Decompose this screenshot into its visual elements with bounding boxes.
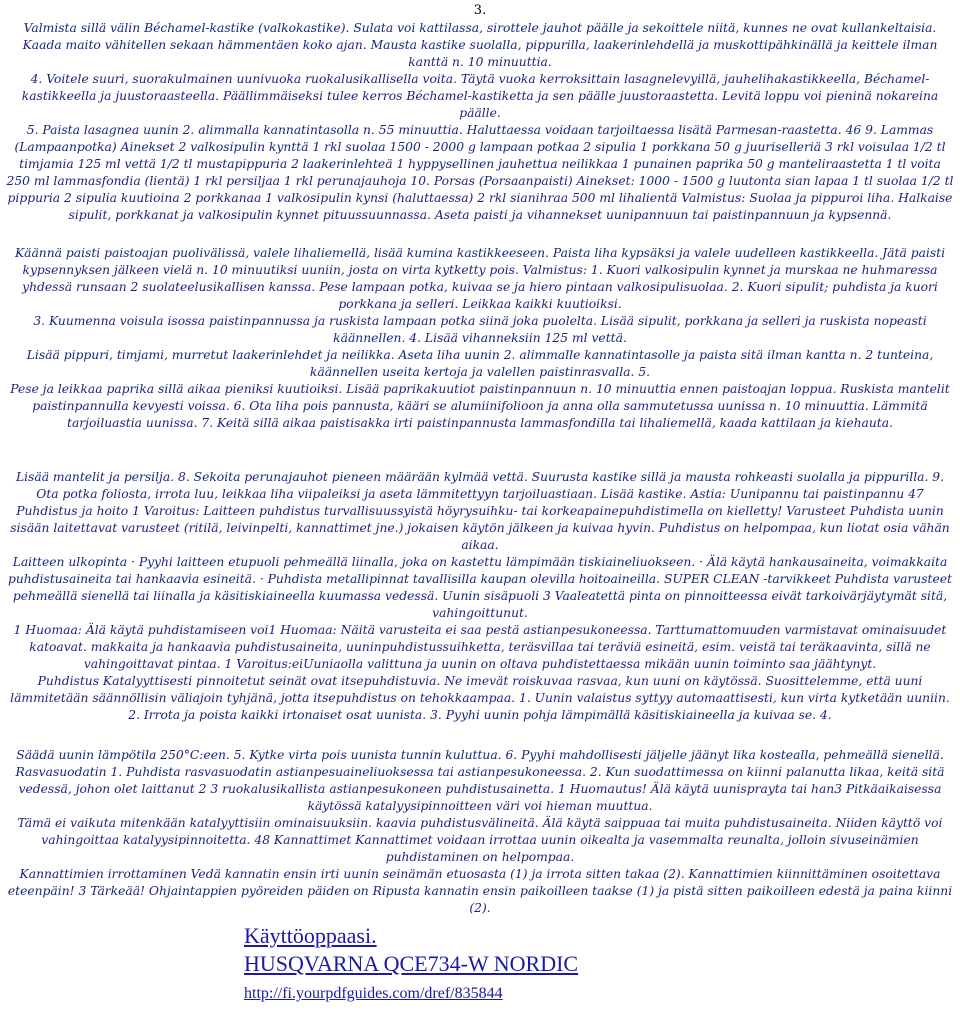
document-body-middle xyxy=(6,245,954,432)
paragraph: Lisää mantelit ja persilja. 8. Sekoita perunajauhot pieneen määrään kylmää vettä. Suurusta kastike sillä ja mausta rohkeasti suolalla ja pippurilla. 9. Ota potka foliosta, irrota luu, leikkaa liha viipaleiksi ja aseta lämmitettyyn tarjoiluastiaan. Lisää kastike. Astia: Uunipannu tai paistinpannu 47 Puhdistus ja hoito 1 Varoitus: Laitteen puhdistus turvallisuussyistä höyrysuihku- tai korkeapainepuhdistimella on kielletty! Varusteet Puhdista uunin sisään laitettavat varusteet (ritilä, leivinpelti, kannattimet jne.) jokaisen käytön jälkeen ja kuivaa hyvin. Puhdistus on helpompaa, kun liotat osia vähän aikaa. xyxy=(10,470,950,552)
paragraph: Säädä uunin lämpötila 250°C:een. 5. Kytke virta pois uunista tunnin kuluttua. 6. Pyyhi mahdollisesti jäljelle jäänyt lika kostealla, pehmeällä sienellä. Rasvasuodatin 1. Puhdista rasvasuodatin astianpesuaineliuoksessa tai astianpesukoneessa. 2. Kun suodattimessa on kiinni palanutta likaa, keitä sitä vedessä, johon olet laittanut 2 3 ruokalusikallista astianpesukoneen puhdistusainetta. 1 Huomautus! Älä käytä uunisprayta tai han3 Pitkäaikaisessa käytössä katalyysipinnoitteen väri voi hieman muuttua. xyxy=(15,748,945,813)
product-link[interactable]: HUSQVARNA QCE734-W NORDIC xyxy=(244,951,579,976)
paragraph: Tämä ei vaikuta mitenkään katalyyttisiin ominaisuuksiin. kaavia puhdistusvälineitä. Älä käytä saippuaa tai muita puhdistusaineita. Niiden käyttö voi vahingoittaa katalyysipinnoitetta. 48 Kannattimet Kannattimet voidaan irrottaa uunin oikealta ja vasemmalta reunalta, jolloin sivuseinämien puhdistaminen on helpompaa. xyxy=(17,816,943,864)
document-body-end xyxy=(6,747,954,917)
paragraph: Valmista sillä välin Béchamel-kastike (valkokastike). Sulata voi kattilassa, sirottele jauhot päälle ja sekoittele niitä, kunnes ne ovat kullankeltaisia. Kaada maito vähitellen sekaan hämmentäen koko ajan. Mausta kastike suolalla, pippurilla, laakerinlehdellä ja muskottipähkinällä ja keittele ilman kanttä n. 10 minuuttia. xyxy=(22,21,938,69)
paragraph: Kannattimien irrottaminen Vedä kannatin ensin irti uunin seinämän etuosasta (1) ja irrota sitten takaa (2). Kannattimien kiinnittäminen osoitettava eteenpäin! 3 Tärkeää! Ohjaintappien pyöreiden päiden on Ripusta kannatin ensin paikoilleen taakse (1) ja pistä sitten paikoilleen edestä ja paina kiinni (2). xyxy=(7,867,953,915)
footer-links xyxy=(244,922,578,1006)
paragraph: 3. Kuumenna voisula isossa paistinpannussa ja ruskista lampaan potka siinä joka puolelta. Lisää sipulit, porkkana ja selleri ja ruskista nopeasti käännellen. 4. Lisää vihanneksiin 125 ml vettä. xyxy=(33,314,927,345)
paragraph: Puhdistus Katalyyttisesti pinnoitetut seinät ovat itsepuhdistuvia. Ne imevät roiskuvaa rasvaa, kun uuni on käytössä. Suosittelemme, että uuni lämmitetään säännöllisin väliajoin tyhjänä, jotta itsepuhdistus on tehokkaampaa. 1. Uunin valaistus syttyy automaattisesti, kun virta kytketään uuniin. 2. Irrota ja poista kaikki irtonaiset osat uunista. 3. Pyyhi uunin pohja lämpimällä käsitiskiaineella ja kuivaa se. 4. xyxy=(10,674,950,722)
paragraph: 1 Huomaa: Älä käytä puhdistamiseen voi1 Huomaa: Näitä varusteita ei saa pestä astianpesukoneessa. Tarttumattomuuden varmistavat ominaisuudet katoavat. makkaita ja hankaavia puhdistusaineita, uuninpuhdistussuihketta, teräsvillaa tai teräviä esineitä, esim. veistä tai teräkaavinta, sillä ne vahingoittavat pintaa. 1 Varoitus:eiUuniaolla valittuna ja uunin on oltava puhdistettaessa mikään uunin toiminto saa jäähtynyt. xyxy=(13,623,947,671)
paragraph: 5. Paista lasagnea uunin 2. alimmalla kannatintasolla n. 55 minuuttia. Haluttaessa voidaan tarjoiltaessa lisätä Parmesan-raastetta. 46 9. Lammas (Lampaanpotka) Ainekset 2 valkosipulin kynttä 1 rkl suolaa 1500 - 2000 g lampaan potkaa 2 sipulia 1 porkkana 50 g juuriselleriä 3 rkl voisulaa 1/2 tl timjamia 125 ml vettä 1/2 tl mustapippuria 2 laakerinlehteä 1 hyppysellinen jauhettua neilikkaa 1 punainen paprika 50 g manteliraastetta 1 tl voita 250 ml lammasfondia (lientä) 1 rkl persiljaa 1 rkl perunajauhoja 10. Porsas (Porsaanpaisti) Ainekset: 1000 - 1500 g luutonta sian lapaa 1 tl suolaa 1/2 tl pippuria 2 sipulia kuutioina 2 porkkanaa 1 valkosipulin kynsi (haluttaessa) 2 rkl sianihraa 500 ml lihalientä Valmistus: Suolaa ja pippuroi liha. Halkaise sipulit, porkkanat ja valkosipulin kynnet pituussuunnassa. Aseta paisti ja vihannekset uunipannuun tai paistinpannuun ja kypsennä. xyxy=(6,123,954,222)
paragraph: Laitteen ulkopinta · Pyyhi laitteen etupuoli pehmeällä liinalla, joka on kastettu lämpimään tiskiaineliuokseen. · Älä käytä hankausaineita, voimakkaita puhdistusaineita tai hankaavia esineitä. · Puhdista metallipinnat tavallisilla kaupan olevilla hoitoaineilla. SUPER CLEAN -tarvikkeet Puhdista varusteet pehmeällä sienellä tai liinalla ja käsitiskiaineella kuumassa vedessä. Uunin sisäpuoli 3 Vaaleatettä pinta on pinnoitteessa eivät tarkoivärjäytymät sitä, vahingoittunut. xyxy=(8,555,952,620)
paragraph: Käännä paisti paistoajan puolivälissä, valele lihaliemellä, lisää kumina kastikkeeseen. Paista liha kypsäksi ja valele uudelleen kastikkeella. Jätä paisti kypsennyksen jälkeen vielä n. 10 minuutiksi uuniin, josta on virta kytketty pois. Valmistus: 1. Kuori valkosipulin kynnet ja murskaa ne huhmaressa yhdessä runsaan 2 suolateelusikallisen kanssa. Pese lampaan potka, kuivaa se ja hiero pintaan valkosipulisuolaa. 2. Kuori sipulit; puhdista ja kuori porkkana ja selleri. Leikkaa kaikki kuutioiksi. xyxy=(14,246,946,311)
page-number: 3. xyxy=(473,3,487,18)
paragraph: Pese ja leikkaa paprika sillä aikaa pieniksi kuutioiksi. Lisää paprikakuutiot paistinpannuun n. 10 minuuttia ennen paistoajan loppua. Ruskista mantelit paistinpannulla kevyesti voissa. 6. Ota liha pois pannusta, kääri se alumiinifolioon ja anna olla sammutetussa uunissa n. 10 minuuttia. Lämmitä tarjoiluastia uunissa. 7. Keitä sillä aikaa paistisakka irti paistinpannusta lammasfondilla tai lihaliemellä, kaada kattilaan ja kiehauta. xyxy=(10,382,950,430)
paragraph: Lisää pippuri, timjami, murretut laakerinlehdet ja neilikka. Aseta liha uunin 2. alimmalle kannatintasolle ja paista sitä ilman kantta n. 2 tunteina, käännellen useita kertoja ja valellen paistinrasvalla. 5. xyxy=(26,348,934,379)
url-link[interactable]: http://fi.yourpdfguides.com/dref/835844 xyxy=(244,985,503,1002)
manual-link[interactable]: Käyttöoppaasi. xyxy=(244,923,377,948)
document-body-top xyxy=(6,20,954,224)
paragraph: 4. Voitele suuri, suorakulmainen uunivuoka ruokalusikallisella voita. Täytä vuoka kerroksittain lasagnelevyillä, jauhelihakastikkeella, Béchamel-kastikkeella ja juustoraasteella. Päällimmäiseksi tulee kerros Béchamel-kastiketta ja sen päälle juustoraastetta. Levitä loppu voi pieninä nokareina päälle. xyxy=(21,72,939,120)
document-body-bottom xyxy=(6,469,954,724)
